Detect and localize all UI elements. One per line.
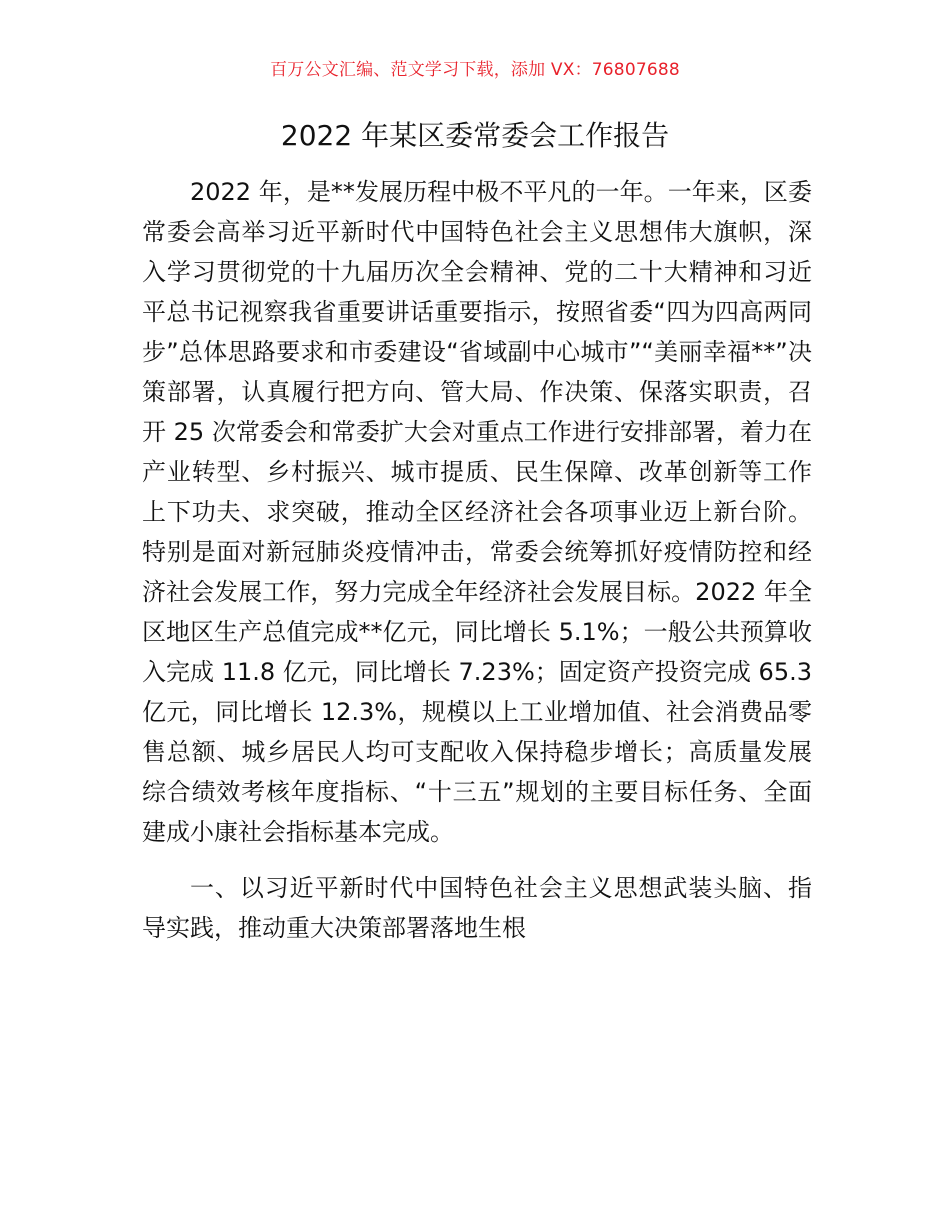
document-title: 2022 年某区委常委会工作报告: [280, 119, 670, 152]
watermark-header: 百万公文汇编、范文学习下载，添加 VX：76807688: [270, 60, 680, 80]
document-body: [142, 172, 812, 948]
intro-paragraph: 2022 年，是**发展历程中极不平凡的一年。一年来，区委常委会高举习近平新时代中国特色社会主义思想伟大旗帜，深入学习贯彻党的十九届历次全会精神、党的二十大精神和习近平总书记视察我省重要讲话重要指示，按照省委“四为四高两同步”总体思路要求和市委建设“省域副中心城市”“美丽幸福**”决策部署，认真履行把方向、管大局、作决策、保落实职责，召开 25 次常委会和常委扩大会对重点工作进行安排部署，着力在产业转型、乡村振兴、城市提质、民生保障、改革创新等工作上下功夫、求突破，推动全区经济社会各项事业迈上新台阶。特别是面对新冠肺炎疫情冲击，常委会统筹抓好疫情防控和经济社会发展工作，努力完成全年经济社会发展目标。2022 年全区地区生产总值完成**亿元，同比增长 5.1%；一般公共预算收入完成 11.8 亿元，同比增长 7.23%；固定资产投资完成 65.3 亿元，同比增长 12.3%，规模以上工业增加值、社会消费品零售总额、城乡居民人均可支配收入保持稳步增长；高质量发展综合绩效考核年度指标、“十三五”规划的主要目标任务、全面建成小康社会指标基本完成。: [142, 178, 812, 846]
section-heading-1: 一、以习近平新时代中国特色社会主义思想武装头脑、指导实践，推动重大决策部署落地生根: [142, 874, 812, 942]
